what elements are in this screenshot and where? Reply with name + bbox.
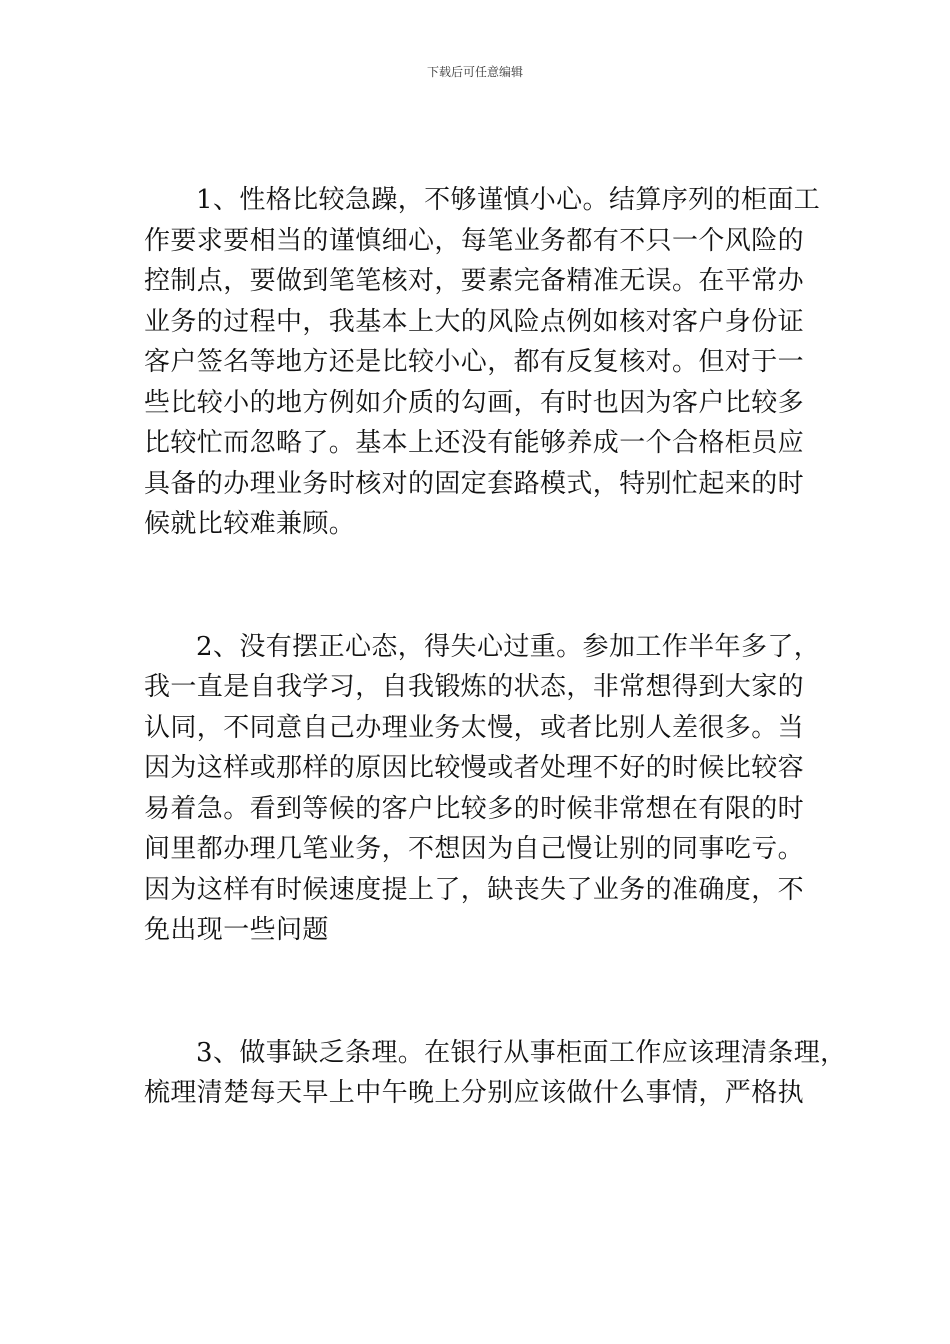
paragraph-line: 作要求要相当的谨慎细心，每笔业务都有不只一个风险的 [144,225,805,256]
paragraph-3 [144,1033,847,1114]
paragraph-1 [144,180,821,545]
paragraph-line: 候就比较难兼顾。 [144,509,356,539]
paragraph-line: 免出现一些问题 [144,915,329,945]
paragraph-line: 梳理清楚每天早上中午晚上分别应该做什么事情，严格执 [144,1078,805,1108]
page-header: 下载后可任意编辑 [426,65,523,79]
paragraph-line: 2、没有摆正心态，得失心过重。参加工作半年多了， [196,631,821,662]
paragraph-line: 因为这样或那样的原因比较慢或者处理不好的时候比较容 [144,753,805,783]
paragraph-line: 3、做事缺乏条理。在银行从事柜面工作应该理清条理， [196,1037,847,1068]
paragraph-line: 易着急。看到等候的客户比较多的时候非常想在有限的时 [144,793,805,824]
paragraph-line: 具备的办理业务时核对的固定套路模式，特别忙起来的时 [144,468,805,499]
paragraph-line: 间里都办理几笔业务，不想因为自己慢让别的同事吃亏。 [144,834,805,864]
paragraph-line: 我一直是自我学习，自我锻炼的状态，非常想得到大家的 [144,672,805,702]
paragraph-spacer [144,545,812,627]
paragraph-line: 认同，不同意自己办理业务太慢，或者比别人差很多。当 [144,712,805,743]
paragraph-2 [144,627,821,951]
paragraph-line: 客户签名等地方还是比较小心，都有反复核对。但对于一 [144,347,805,377]
paragraph-line: 些比较小的地方例如介质的勾画，有时也因为客户比较多 [144,387,805,418]
paragraph-line: 比较忙而忽略了。基本上还没有能够养成一个合格柜员应 [144,428,805,458]
paragraph-line: 控制点，要做到笔笔核对，要素完备精准无误。在平常办 [144,266,805,296]
paragraph-line: 1、性格比较急躁，不够谨慎小心。结算序列的柜面工 [196,185,821,215]
document-body [144,180,847,1114]
paragraph-spacer [144,951,812,1033]
paragraph-line: 业务的过程中，我基本上大的风险点例如核对客户身份证 [144,306,805,337]
paragraph-line: 因为这样有时候速度提上了，缺丧失了业务的准确度，不 [144,874,805,905]
